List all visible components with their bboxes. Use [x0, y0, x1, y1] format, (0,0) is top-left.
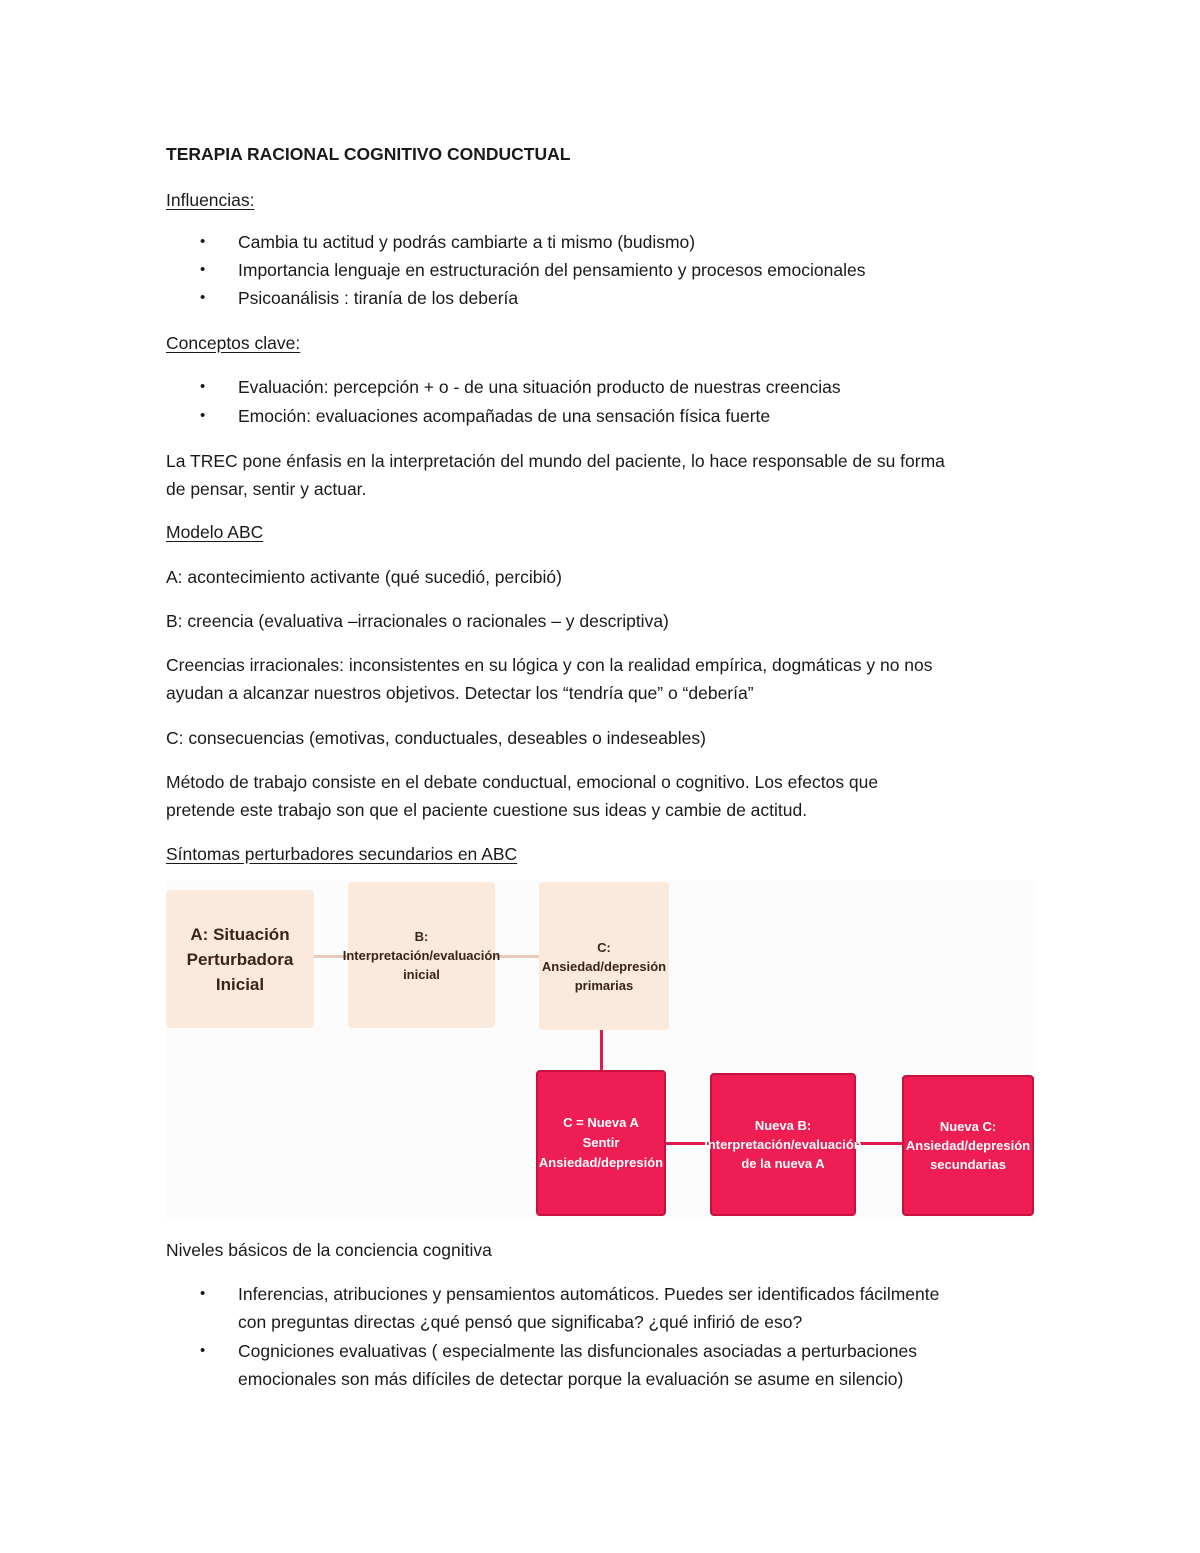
influencias-item: Cambia tu actitud y podrás cambiarte a ti mismo (budismo) [238, 232, 696, 252]
bullet: • [200, 261, 206, 278]
box-text: B: [414, 928, 429, 944]
sintomas-heading: Síntomas perturbadores secundarios en ABC [166, 844, 518, 864]
metodo-line: pretende este trabajo son que el paciente cuestione sus ideas y cambie de actitud. [166, 800, 808, 820]
box-text: Ansiedad/depresión [905, 1138, 1031, 1153]
conceptos-item: Evaluación: percepción + o - de una situación producto de nuestras creencias [238, 377, 841, 397]
connector-b-c [495, 955, 539, 958]
box-text: A: Situación [190, 924, 290, 944]
box-text: C: Ansiedad/depresión [541, 940, 667, 974]
modelo-a-line: A: acontecimiento activante (qué sucedió, percibió) [166, 567, 562, 587]
niveles-item-line: con preguntas directas ¿qué pensó que significaba? ¿qué infirió de eso? [238, 1312, 803, 1332]
box-text: Nueva C: [939, 1119, 997, 1134]
box-text: Nueva B: [754, 1118, 812, 1133]
creencias-line: ayudan a alcanzar nuestros objetivos. Detectar los “tendría que” o “debería” [166, 683, 754, 703]
bullet: • [200, 233, 206, 250]
bullet: • [200, 1342, 206, 1359]
box-text: Interpretación/evaluación [342, 947, 501, 963]
abc-diagram [166, 880, 1036, 1220]
metodo-line: Método de trabajo consiste en el debate conductual, emocional o cognitivo. Los efectos que [166, 772, 879, 792]
connector-c-newa [600, 1030, 603, 1072]
modelo-c-line: C: consecuencias (emotivas, conductuales, deseables o indeseables) [166, 728, 706, 748]
box-text: primarias [574, 978, 634, 993]
connector-newb-newc [856, 1142, 902, 1145]
document-title: TERAPIA RACIONAL COGNITIVO CONDUCTUAL [166, 144, 571, 164]
box-nueva-c [902, 1075, 1034, 1216]
modelo-b-line: B: creencia (evaluativa –irracionales o racionales – y descriptiva) [166, 611, 669, 631]
box-nueva-a [536, 1070, 666, 1216]
niveles-item-line: Inferencias, atribuciones y pensamientos automáticos. Puedes ser identificados fácilmente [238, 1284, 940, 1304]
bullet: • [200, 407, 206, 424]
box-text: Interpretación/evaluación [704, 1137, 862, 1152]
box-text: C = Nueva A Sentir [563, 1115, 639, 1150]
box-text: inicial [403, 966, 440, 982]
influencias-item: Importancia lenguaje en estructuración del pensamiento y procesos emocionales [238, 260, 866, 280]
bullet: • [200, 289, 206, 306]
modelo-abc-heading: Modelo ABC [166, 522, 264, 542]
box-nueva-b [704, 1073, 862, 1216]
creencias-line: Creencias irracionales: inconsistentes en su lógica y con la realidad empírica, dogmáticas y no nos [166, 655, 933, 675]
niveles-item-line: Cogniciones evaluativas ( especialmente las disfuncionales asociadas a perturbaciones [238, 1341, 918, 1361]
trec-paragraph-line: de pensar, sentir y actuar. [166, 479, 367, 499]
influencias-item: Psicoanálisis : tiranía de los debería [238, 288, 519, 308]
influencias-heading: Influencias: [166, 190, 255, 210]
box-text: secundarias [930, 1157, 1006, 1172]
bullet: • [200, 378, 206, 395]
bullet: • [200, 1285, 206, 1302]
box-ansiedad-primarias [539, 882, 669, 1030]
conceptos-heading: Conceptos clave: [166, 333, 301, 353]
trec-paragraph-line: La TREC pone énfasis en la interpretación del mundo del paciente, lo hace responsable de su forma [166, 451, 945, 471]
box-situacion-inicial [166, 890, 314, 1028]
box-text: de la nueva A [741, 1156, 825, 1171]
box-text: Perturbadora Inicial [186, 949, 294, 994]
niveles-heading: Niveles básicos de la conciencia cognitiva [166, 1240, 492, 1260]
niveles-item-line: emocionales son más difíciles de detectar porque la evaluación se asume en silencio) [238, 1369, 904, 1389]
box-interpretacion-inicial [342, 882, 501, 1028]
box-text: Ansiedad/depresión [538, 1155, 664, 1170]
conceptos-item: Emoción: evaluaciones acompañadas de una sensación física fuerte [238, 406, 771, 426]
